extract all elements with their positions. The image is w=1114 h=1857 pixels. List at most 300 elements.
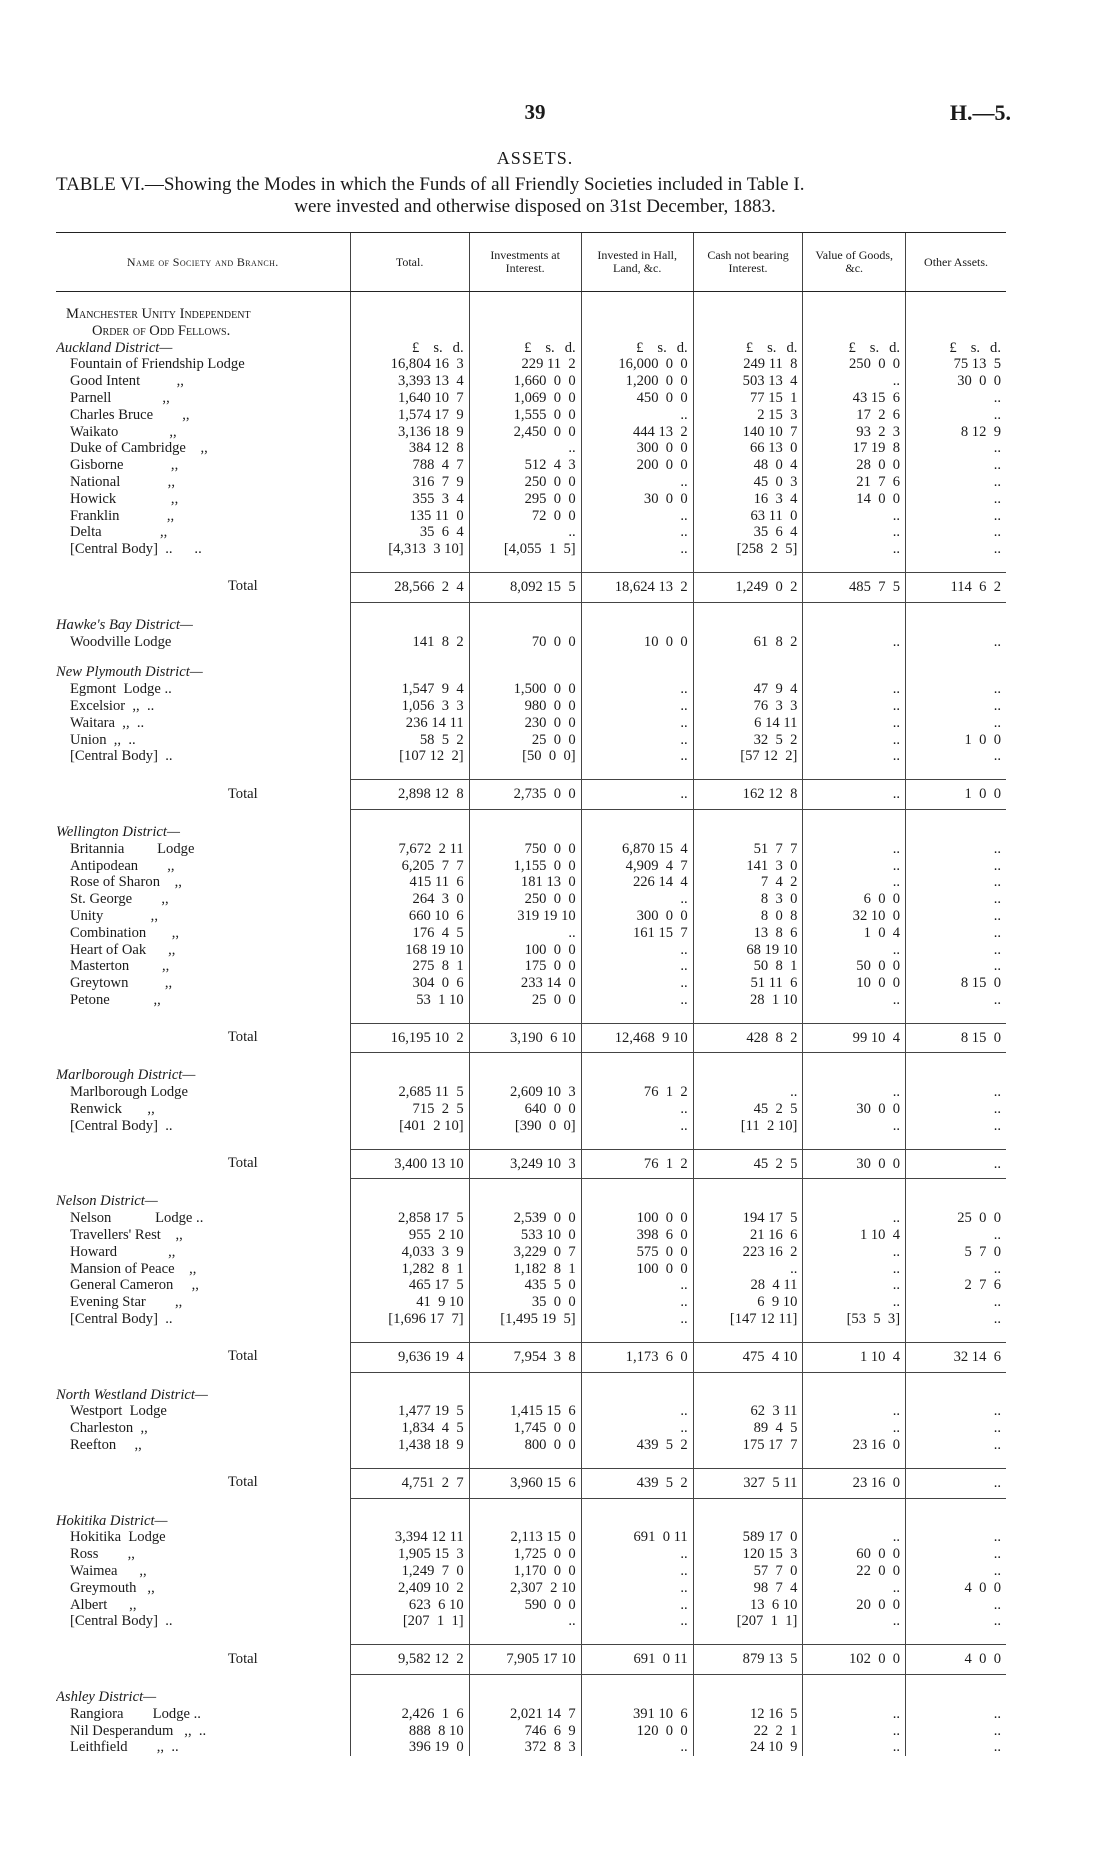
cell-other: .. (906, 748, 1006, 765)
spacer-row (56, 765, 1006, 780)
spacer-cell (906, 1009, 1006, 1024)
spacer-cell (693, 558, 803, 573)
cell-other: .. (906, 891, 1006, 908)
cell-total: 384 12 8 (350, 440, 469, 457)
cell-inv: 1,170 0 0 (469, 1563, 581, 1580)
currency-header (693, 1387, 803, 1404)
table-row (56, 891, 1006, 908)
spacer-cell (693, 809, 803, 824)
total-row (56, 1645, 1006, 1675)
cell-hall: 444 13 2 (581, 424, 693, 441)
cell-other: 30 0 0 (906, 373, 1006, 390)
branch-name: Greymouth ,, (70, 1579, 155, 1596)
currency-header (469, 617, 581, 634)
total-goods: 30 0 0 (803, 1149, 906, 1179)
cell-goods: .. (803, 1723, 906, 1740)
branch-name: Mansion of Peace ,, (70, 1260, 197, 1277)
table-row (56, 1277, 1006, 1294)
spacer-cell (350, 1053, 469, 1068)
cell-cash: 45 0 3 (693, 474, 803, 491)
cell-other: 2 7 6 (906, 1277, 1006, 1294)
cell-hall: 200 0 0 (581, 457, 693, 474)
cell-hall: .. (581, 407, 693, 424)
branch-name: Charleston ,, (70, 1420, 148, 1437)
cell-other: .. (906, 992, 1006, 1009)
spacer-cell (350, 602, 469, 617)
cell-cash: 28 1 10 (693, 992, 803, 1009)
cell-inv: 2,021 14 7 (469, 1706, 581, 1723)
currency-header (581, 824, 693, 841)
total-hall: 1,173 6 0 (581, 1342, 693, 1372)
total-other: 1 0 0 (906, 780, 1006, 810)
cell-total: 135 11 0 (350, 508, 469, 525)
spacer-cell (803, 1009, 906, 1024)
cell-goods: .. (803, 508, 906, 525)
cell-other: .. (906, 1227, 1006, 1244)
table-row (56, 1261, 1006, 1278)
cell-hall: .. (581, 1420, 693, 1437)
cell-hall: .. (581, 508, 693, 525)
total-label: Total (227, 785, 258, 802)
table-row (56, 1227, 1006, 1244)
cell-total: 316 7 9 (350, 474, 469, 491)
cell-cash: 8 0 8 (693, 908, 803, 925)
cell-inv: [390 0 0] (469, 1118, 581, 1135)
table-caption-line-2: were invested and otherwise disposed on 31st December, 1883. (294, 196, 776, 217)
currency-header (693, 824, 803, 841)
cell-other: .. (906, 715, 1006, 732)
cell-total: 16,804 16 3 (350, 356, 469, 373)
col-header-other: Other Assets. (906, 233, 1006, 292)
total-label-cell (56, 1645, 350, 1675)
cell-goods: [53 5 3] (803, 1311, 906, 1328)
spacer-cell (906, 650, 1006, 664)
table-row (56, 1294, 1006, 1311)
cell-cash: 16 3 4 (693, 491, 803, 508)
cell-hall: .. (581, 1311, 693, 1328)
assets-table (56, 232, 1006, 1756)
cell-total: 1,834 4 5 (350, 1420, 469, 1437)
spacer-cell (906, 1498, 1006, 1513)
cell-inv: 1,069 0 0 (469, 390, 581, 407)
table-row (56, 390, 1006, 407)
spacer-cell (469, 1135, 581, 1150)
total-other: .. (906, 1149, 1006, 1179)
spacer-row (56, 1498, 1006, 1513)
currency-header (906, 1387, 1006, 1404)
cell-inv: .. (469, 440, 581, 457)
spacer-cell (803, 558, 906, 573)
currency-header (803, 1513, 906, 1530)
cell-goods: 6 0 0 (803, 891, 906, 908)
total-hall: 18,624 13 2 (581, 572, 693, 602)
spacer-cell (693, 1053, 803, 1068)
branch-name: Duke of Cambridge ,, (70, 440, 208, 457)
cell-cash: .. (693, 1261, 803, 1278)
cell-goods: .. (803, 541, 906, 558)
total-goods: 23 16 0 (803, 1468, 906, 1498)
table-row (56, 925, 1006, 942)
cell-inv: 229 11 2 (469, 356, 581, 373)
total-row (56, 780, 1006, 810)
cell-total: 660 10 6 (350, 908, 469, 925)
cell-inv: 35 0 0 (469, 1294, 581, 1311)
total-other: 8 15 0 (906, 1023, 1006, 1053)
cell-other: .. (906, 1420, 1006, 1437)
cell-hall: .. (581, 1580, 693, 1597)
cell-hall: .. (581, 541, 693, 558)
cell-cash: 21 16 6 (693, 1227, 803, 1244)
total-inv: 7,905 17 10 (469, 1645, 581, 1675)
spacer-cell (693, 1630, 803, 1645)
cell-hall: .. (581, 1739, 693, 1756)
cell-hall: .. (581, 1277, 693, 1294)
cell-goods: 28 0 0 (803, 457, 906, 474)
spacer-cell (350, 1630, 469, 1645)
table-row (56, 681, 1006, 698)
total-other: 4 0 0 (906, 1645, 1006, 1675)
cell-hall: .. (581, 1101, 693, 1118)
spacer-cell (803, 1179, 906, 1194)
cell-cash: 6 9 10 (693, 1294, 803, 1311)
district-title: North Westland District— (56, 1386, 208, 1403)
table-row (56, 1437, 1006, 1454)
spacer-cell (56, 602, 350, 617)
cell-inv: 746 6 9 (469, 1723, 581, 1740)
cell-total: 1,640 10 7 (350, 390, 469, 407)
cell-inv: 2,113 15 0 (469, 1529, 581, 1546)
spacer-row (56, 558, 1006, 573)
cell-inv: 1,725 0 0 (469, 1546, 581, 1563)
table-row (56, 1613, 1006, 1630)
spacer-cell (581, 1328, 693, 1343)
cell-inv: 1,745 0 0 (469, 1420, 581, 1437)
branch-name: St. George ,, (70, 891, 169, 908)
total-goods: 1 10 4 (803, 1342, 906, 1372)
district-title: Marlborough District— (56, 1067, 196, 1084)
cell-goods: .. (803, 1529, 906, 1546)
total-inv: 3,190 6 10 (469, 1023, 581, 1053)
spacer-cell (469, 1498, 581, 1513)
branch-name: Waikato ,, (70, 423, 177, 440)
currency-header (693, 1193, 803, 1210)
cell-cash: [147 12 11] (693, 1311, 803, 1328)
cell-other: .. (906, 681, 1006, 698)
spacer-cell (906, 1454, 1006, 1469)
branch-name: Union ,, .. (70, 731, 136, 748)
col-header-cash: Cash not bearing Interest. (693, 233, 803, 292)
cell-other: .. (906, 1563, 1006, 1580)
cell-goods: .. (803, 841, 906, 858)
currency-header (906, 617, 1006, 634)
currency-header (350, 617, 469, 634)
total-hall: 12,468 9 10 (581, 1023, 693, 1053)
cell-total: 1,547 9 4 (350, 681, 469, 698)
cell-cash: 12 16 5 (693, 1706, 803, 1723)
table-row (56, 1101, 1006, 1118)
currency-header (581, 1193, 693, 1210)
total-total: 2,898 12 8 (350, 780, 469, 810)
cell-total: 304 0 6 (350, 975, 469, 992)
spacer-cell (56, 1009, 350, 1024)
cell-goods: 17 2 6 (803, 407, 906, 424)
spacer-cell (469, 1630, 581, 1645)
branch-name: Nelson Lodge .. (70, 1210, 204, 1227)
currency-header (581, 1387, 693, 1404)
pence-symbol: d. (990, 339, 1001, 356)
table-row (56, 508, 1006, 525)
spacer-cell (581, 650, 693, 664)
currency-header (581, 1067, 693, 1084)
cell-total: [1,696 17 7] (350, 1311, 469, 1328)
branch-name: General Cameron ,, (70, 1277, 199, 1294)
total-hall: 691 0 11 (581, 1645, 693, 1675)
branch-name: Combination ,, (70, 924, 180, 941)
district-title-row (56, 1193, 1006, 1210)
cell-inv: 100 0 0 (469, 942, 581, 959)
branch-name: [Central Body] .. (70, 1311, 173, 1328)
spacer-cell (581, 1053, 693, 1068)
cell-hall: 450 0 0 (581, 390, 693, 407)
cell-other: .. (906, 1118, 1006, 1135)
table-row (56, 732, 1006, 749)
currency-header (803, 1387, 906, 1404)
cell-cash: [57 12 2] (693, 748, 803, 765)
cell-other: .. (906, 1739, 1006, 1756)
total-other: 114 6 2 (906, 572, 1006, 602)
cell-inv: [4,055 1 5] (469, 541, 581, 558)
cell-other: .. (906, 1101, 1006, 1118)
table-row (56, 1403, 1006, 1420)
spacer-cell (693, 650, 803, 664)
district-title: New Plymouth District— (56, 664, 203, 681)
cell-hall: .. (581, 958, 693, 975)
cell-other: 8 15 0 (906, 975, 1006, 992)
cell-inv: 980 0 0 (469, 698, 581, 715)
cell-other: .. (906, 1613, 1006, 1630)
cell-total: 3,136 18 9 (350, 424, 469, 441)
table-row (56, 874, 1006, 891)
cell-other: .. (906, 457, 1006, 474)
spacer-cell (581, 1372, 693, 1387)
cell-other: .. (906, 1294, 1006, 1311)
cell-inv: 2,307 2 10 (469, 1580, 581, 1597)
table-row (56, 1563, 1006, 1580)
cell-total: 888 8 10 (350, 1723, 469, 1740)
cell-inv: 750 0 0 (469, 841, 581, 858)
total-cash: 327 5 11 (693, 1468, 803, 1498)
branch-name: Travellers' Rest ,, (70, 1227, 183, 1244)
cell-goods: .. (803, 524, 906, 541)
currency-header (350, 1387, 469, 1404)
cell-hall: .. (581, 715, 693, 732)
spacer-cell (56, 1498, 350, 1513)
cell-hall: .. (581, 992, 693, 1009)
cell-inv: 25 0 0 (469, 992, 581, 1009)
cell-inv: 250 0 0 (469, 474, 581, 491)
cell-goods: .. (803, 1084, 906, 1101)
cell-total: 141 8 2 (350, 634, 469, 651)
cell-total: 1,438 18 9 (350, 1437, 469, 1454)
table-row (56, 1420, 1006, 1437)
total-cash: 428 8 2 (693, 1023, 803, 1053)
total-other: 32 14 6 (906, 1342, 1006, 1372)
cell-inv: 70 0 0 (469, 634, 581, 651)
total-label-cell (56, 572, 350, 602)
cell-total: 7,672 2 11 (350, 841, 469, 858)
cell-cash: 141 3 0 (693, 858, 803, 875)
district-title: Ashley District— (56, 1689, 157, 1705)
table-row (56, 698, 1006, 715)
spacer-cell (581, 1630, 693, 1645)
branch-name: Antipodean ,, (70, 857, 175, 874)
spacer-cell (803, 650, 906, 664)
shilling-symbol: s. (545, 339, 555, 356)
spacer-cell (906, 809, 1006, 824)
table-row (56, 715, 1006, 732)
cell-inv: 1,660 0 0 (469, 373, 581, 390)
cell-goods: 1 10 4 (803, 1227, 906, 1244)
table-row (56, 457, 1006, 474)
cell-inv: 295 0 0 (469, 491, 581, 508)
cell-goods: .. (803, 1420, 906, 1437)
total-total: 3,400 13 10 (350, 1149, 469, 1179)
cell-goods: .. (803, 748, 906, 765)
cell-total: 264 3 0 (350, 891, 469, 908)
table-row (56, 524, 1006, 541)
spacer-row (56, 1135, 1006, 1150)
spacer-cell (350, 1498, 469, 1513)
total-label-cell (56, 1342, 350, 1372)
cell-total: [107 12 2] (350, 748, 469, 765)
branch-name: Unity ,, (70, 907, 158, 924)
currency-header (803, 1689, 906, 1706)
cell-total: 1,056 3 3 (350, 698, 469, 715)
cell-other: .. (906, 925, 1006, 942)
total-goods: 102 0 0 (803, 1645, 906, 1675)
branch-name: [Central Body] .. .. (70, 541, 202, 558)
cell-hall: 226 14 4 (581, 874, 693, 891)
currency-header (693, 664, 803, 681)
cell-total: 715 2 5 (350, 1101, 469, 1118)
cell-total: 955 2 10 (350, 1227, 469, 1244)
table-row (56, 1597, 1006, 1614)
branch-name: Hokitika Lodge (70, 1529, 166, 1546)
cell-other: .. (906, 1261, 1006, 1278)
cell-inv: .. (469, 925, 581, 942)
table-row (56, 858, 1006, 875)
cell-inv: .. (469, 1613, 581, 1630)
cell-goods: 93 2 3 (803, 424, 906, 441)
cell-total: 168 19 10 (350, 942, 469, 959)
total-total: 28,566 2 4 (350, 572, 469, 602)
spacer-cell (56, 809, 350, 824)
cell-total: 355 3 4 (350, 491, 469, 508)
spacer-cell (906, 765, 1006, 780)
cell-cash: 8 3 0 (693, 891, 803, 908)
cell-other: .. (906, 440, 1006, 457)
branch-name: [Central Body] .. (70, 1613, 173, 1630)
cell-hall: 691 0 11 (581, 1529, 693, 1546)
spacer-cell (906, 558, 1006, 573)
currency-header (803, 824, 906, 841)
cell-cash: 98 7 4 (693, 1580, 803, 1597)
cell-total: 465 17 5 (350, 1277, 469, 1294)
cell-inv: 250 0 0 (469, 891, 581, 908)
cell-inv: 1,500 0 0 (469, 681, 581, 698)
spacer-cell (906, 1372, 1006, 1387)
spacer-cell (803, 1053, 906, 1068)
table-row (56, 541, 1006, 558)
currency-header (581, 617, 693, 634)
currency-header (906, 1513, 1006, 1530)
cell-cash: 51 7 7 (693, 841, 803, 858)
district-title: Nelson District— (56, 1193, 158, 1210)
cell-goods: 32 10 0 (803, 908, 906, 925)
spacer-cell (803, 765, 906, 780)
cell-inv: 1,415 15 6 (469, 1403, 581, 1420)
currency-header (469, 1067, 581, 1084)
cell-other: .. (906, 1311, 1006, 1328)
cell-inv: 1,555 0 0 (469, 407, 581, 424)
spacer-cell (581, 1009, 693, 1024)
cell-goods: .. (803, 1580, 906, 1597)
total-label: Total (227, 1348, 258, 1365)
total-row (56, 1149, 1006, 1179)
shilling-symbol: s. (869, 339, 880, 356)
total-inv: 3,960 15 6 (469, 1468, 581, 1498)
cell-other: .. (906, 541, 1006, 558)
total-inv: 2,735 0 0 (469, 780, 581, 810)
spacer-cell (803, 1675, 906, 1690)
table-row (56, 424, 1006, 441)
cell-other: .. (906, 1597, 1006, 1614)
cell-other: .. (906, 1529, 1006, 1546)
cell-goods: 43 15 6 (803, 390, 906, 407)
currency-header (581, 1689, 693, 1706)
cell-cash: 2 15 3 (693, 407, 803, 424)
cell-goods: 250 0 0 (803, 356, 906, 373)
cell-goods: 50 0 0 (803, 958, 906, 975)
pence-symbol: d. (564, 339, 576, 356)
cell-hall: .. (581, 748, 693, 765)
spacer-cell (469, 602, 581, 617)
order-title-line-1: Manchester Unity Independent (66, 306, 251, 322)
cell-cash: 22 2 1 (693, 1723, 803, 1740)
cell-goods: .. (803, 1210, 906, 1227)
cell-hall: 439 5 2 (581, 1437, 693, 1454)
shilling-symbol: s. (657, 339, 667, 356)
cell-cash: 6 14 11 (693, 715, 803, 732)
order-title-line-2: Order of Odd Fellows. (92, 322, 231, 339)
pence-symbol: d. (786, 339, 798, 356)
spacer-row (56, 602, 1006, 617)
cell-hall: 100 0 0 (581, 1261, 693, 1278)
shilling-symbol: s. (970, 339, 981, 356)
cell-cash: [11 2 10] (693, 1118, 803, 1135)
cell-cash: 223 16 2 (693, 1244, 803, 1261)
cell-total: 396 19 0 (350, 1739, 469, 1756)
pence-symbol: d. (676, 339, 688, 356)
district-title-row (56, 824, 1006, 841)
cell-other: .. (906, 407, 1006, 424)
col-header-goods: Value of Goods, &c. (803, 233, 906, 292)
cell-cash: 28 4 11 (693, 1277, 803, 1294)
currency-header (803, 1067, 906, 1084)
cell-inv: 175 0 0 (469, 958, 581, 975)
cell-goods: 30 0 0 (803, 1101, 906, 1118)
cell-other: .. (906, 858, 1006, 875)
